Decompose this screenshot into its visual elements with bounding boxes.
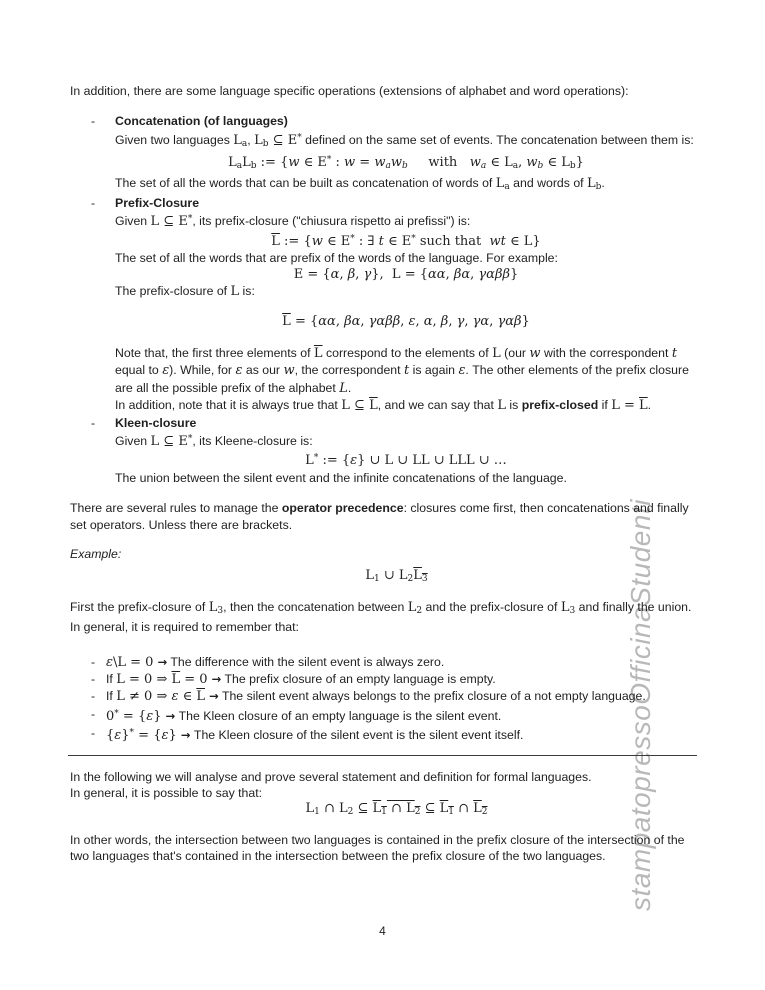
list-dash: - [91,671,96,686]
concat-formula: $L_aL_b$ := {w ∈ E* : w = wawb with wa ∈ $L_a$, wb ∈ $L_b$} [228,155,584,172]
prefix-given-line: Given L ⊆ E*, its prefix-closure ("chiusura rispetto ai prefissi") is: [115,214,471,230]
prefix-note-2: In addition, note that it is always true that L ⊆ $\overline{L}$, and we can say that L is prefix-closed if $L = \overline{L}$. [115,398,652,414]
list-dash: - [91,196,96,211]
prefix-note-1: Note that, the first three elements of $\overline{L}$ correspond to the elements of L (our w with the correspondent t equal to ε). While, for ε as our w, the correspondent t is again ε. The other elements of the prefix closure are all the possible prefix of the alphabet L. [115,345,689,396]
rule-text: ε\L = 0 → The difference with the silent event is always zero. [106,654,445,670]
concat-title: Concatenation (of languages) [115,114,288,129]
concat-desc: The set of all the words that can be built as concatenation of words of $L_a$ and words of $L_b$. [115,175,605,192]
prefix-title: Prefix-Closure [115,196,200,211]
kleen-given-line: Given L ⊆ E*, its Kleene-closure is: [115,433,313,449]
list-dash: - [91,114,96,129]
prefix-desc: The set of all the words that are prefix of the words of the language. For example: [115,251,558,266]
list-item-kleen-closure [70,415,697,487]
concat-given-line: Given two languages $L_a$, $L_b$ ⊆ E* defined on the same set of events. The concatenation between them is: [115,132,694,149]
rule-item [70,671,697,688]
closing-paragraph: In other words, the intersection between two languages is contained in the prefix closure of the intersection of the two languages that's contained in the intersection between the prefix closure of the two languages. [70,832,685,864]
example-desc-2: In general, it is required to remember that: [70,620,299,635]
list-dash: - [91,415,96,430]
rule-item [70,688,697,705]
document-page-content [70,83,697,865]
rule-text: {ε}* = {ε} → The Kleen closure of the silent event is the silent event itself. [106,728,524,744]
list-dash: - [91,706,96,721]
rule-item [70,654,697,671]
prefix-example-formula: E = {α, β, γ}, L = {αα, βα, γαββ} [293,266,519,282]
example-formula: $L_1$ ∪ $L_2L_3$ [365,568,428,585]
rule-item [70,725,697,744]
kleen-desc: The union between the silent event and the infinite concatenations of the language. [115,470,567,485]
kleen-formula: L* := {ε} ∪ L ∪ LL ∪ LLL ∪ … [305,453,507,469]
list-item-concatenation [70,113,697,195]
rule-text: If L ≠ 0 ⇒ ε ∈ $\overline{L}$ → The silent event always belongs to the prefix closure of a not empty language. [106,689,646,705]
kleen-title: Kleen-closure [115,415,197,430]
section-divider [68,755,697,756]
example-label: Example: [70,546,122,561]
rule-text: 0* = {ε} → The Kleen closure of an empty language is the silent event. [106,708,502,724]
operations-list [70,113,697,486]
intro-paragraph: In addition, there are some language specific operations (extensions of alphabet and word operations): [70,84,629,98]
intersection-formula: $L_1$ ∩ $L_2$ ⊆ $L_1$ ∩ $L_2$ ⊆ $L_1$ ∩ $L_2$ [305,801,488,818]
prefix-definition-formula: $\overline{L}$ := {w ∈ E* : ∃ t ∈ E* such that wt ∈ L} [271,233,541,249]
rule-item [70,706,697,725]
following-paragraph-2: In general, it is possible to say that: [70,786,263,800]
list-item-prefix-closure [70,195,697,414]
precedence-paragraph: There are several rules to manage the operator precedence: closures come first, then concatenations and finally set operators. Unless there are brackets. [70,501,689,532]
watermark: stampatopressoOfficinaStudenti [625,499,656,911]
list-dash: - [91,726,96,741]
rules-list [70,654,697,745]
page-number: 4 [379,924,386,938]
rule-text: If L = 0 ⇒ $\overline{L} = 0$ → The prefix closure of an empty language is empty. [106,671,496,687]
list-dash: - [91,654,96,669]
prefix-closure-intro: The prefix-closure of L is: [115,284,255,300]
list-dash: - [91,689,96,704]
prefix-closure-formula: $\overline{L} = \{\alpha\alpha$, βα, γαββ, ε, α, β, γ, γα, γαβ} [282,314,530,330]
example-desc-1: First the prefix-closure of $L_3$, then the concatenation between $L_2$ and the prefix-closure of $L_3$ and finally the union. [70,599,692,616]
following-paragraph-1: In the following we will analyse and prove several statement and definition for formal languages. [70,769,592,784]
